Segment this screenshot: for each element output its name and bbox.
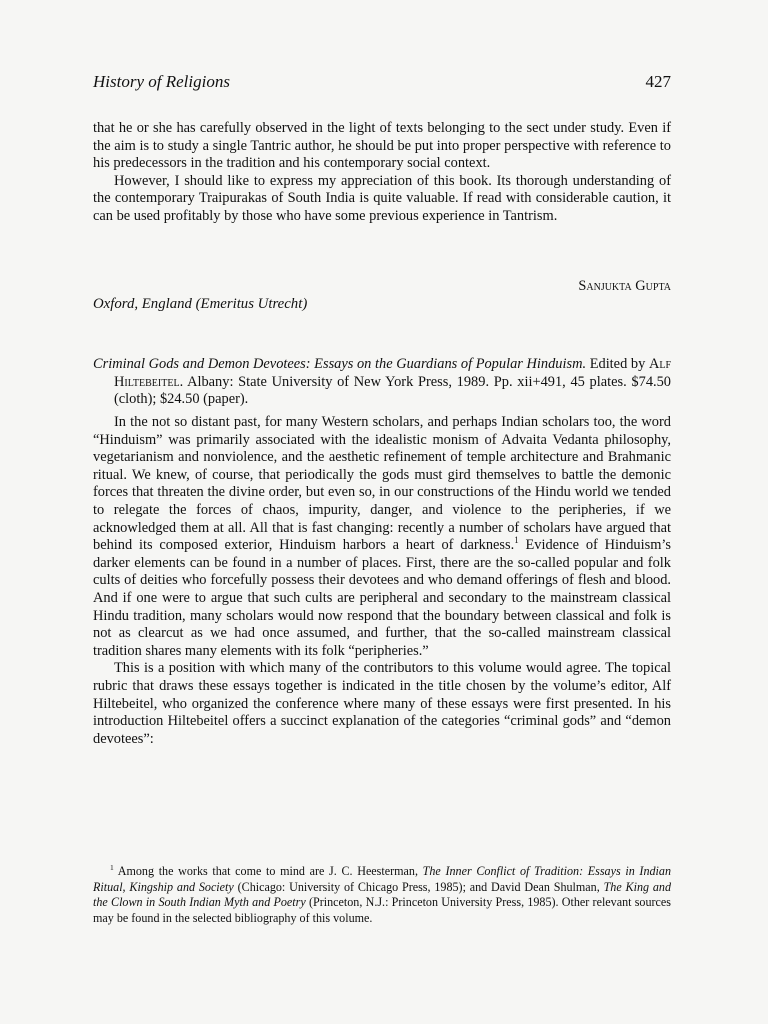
book-title: Criminal Gods and Demon Devotees: Essays on the Guardians of Popular Hinduism. <box>93 356 587 372</box>
page-number: 427 <box>645 72 671 91</box>
journal-title: History of Religions <box>93 72 230 91</box>
paragraph: that he or she has carefully observed in the light of texts belonging to the sect under study. Even if the aim is to study a single Tantric author, he should be put into proper perspective with reference to his predecessors in the tradition and his contemporary social context. <box>93 120 671 172</box>
book-details: . Albany: State University of New York Press, 1989. Pp. xii+491, 45 plates. $74.50 (cloth); $24.50 (paper). <box>114 373 671 408</box>
footnote-text: (Chicago: University of Chicago Press, 1985); and David Dean Shulman, <box>233 879 604 894</box>
footnote-text: (Princeton, N.J.: Princeton University Press, 1985). Other relevant sources may be found in the selected bibliography of this volume. <box>93 895 671 925</box>
edited-by: Edited by <box>589 356 646 372</box>
paragraph: This is a position with which many of the contributors to this volume would agree. The topical rubric that draws these essays together is indicated in the title chosen by the volume’s editor, Alf Hiltebeitel, who organized the conference where many of these essays were first presented. In his introduction Hiltebeitel offers a succinct explanation of the categories “criminal gods” and “demon devotees”: <box>93 660 671 747</box>
running-head <box>93 72 671 92</box>
book-editor: Alf Hiltebeitel <box>114 356 671 390</box>
book-citation <box>93 356 671 409</box>
footnote <box>93 864 671 926</box>
reviewer-affiliation: Oxford, England (Emeritus Utrecht) <box>93 295 308 312</box>
footnote-mark: 1 <box>110 862 114 872</box>
cited-title: The Inner Conflict of Tradition: Essays in Indian Ritual, Kingship and Society <box>93 864 671 894</box>
review-ending <box>93 120 671 226</box>
paragraph-text: In the not so distant past, for many Western scholars, and perhaps Indian scholars too, the word “Hinduism” was primarily associated with the idealistic monism of Advaita Vedanta philosophy, vegetarianism and nonviolence, and the aesthetic refinement of temple architecture and Brahmanic ritual. We knew, of course, that periodically the gods must gird themselves to battle the demonic forces that threaten the divine order, but even so, in our constructions of the Hindu world we tended to relegate the forces of chaos, impurity, danger, and violence to the peripheries, if we acknowledged them at all. All that is fast changing: recently a number of scholars have argued that behind its composed exterior, Hinduism harbors a heart of darkness. <box>93 414 671 554</box>
book-heading <box>93 356 671 409</box>
footnote-text: Among the works that come to mind are J. C. Heesterman, <box>113 864 423 878</box>
reviewer-name: Sanjukta Gupta <box>578 278 671 294</box>
paragraph: However, I should like to express my appreciation of this book. Its thorough understanding of the contemporary Traipurakas of South India is quite valuable. If read with considerable caution, it can be used profitably by those who have some previous experience in Tantrism. <box>93 172 671 224</box>
review-body <box>93 414 671 748</box>
footnote-reference: 1 <box>514 535 519 546</box>
paragraph <box>93 414 671 660</box>
cited-title: The King and the Clown in South Indian Myth and Poetry <box>93 879 671 910</box>
reviewer-signature <box>93 278 671 313</box>
paragraph-text: Evidence of Hinduism’s darker elements can be found in a number of places. First, there are the so-called popular and folk cults of deities who forcefully possess their devotees and who demand offerings of flesh and blood. And if one were to argue that such cults are peripheral and secondary to the mainstream classical Hindu tradition, many scholars would now respond that the boundary between classical and folk is not as clearcut as we had once assumed, and further, that the so-called mainstream classical tradition shares many elements with its folk “peripheries.” <box>93 537 671 659</box>
